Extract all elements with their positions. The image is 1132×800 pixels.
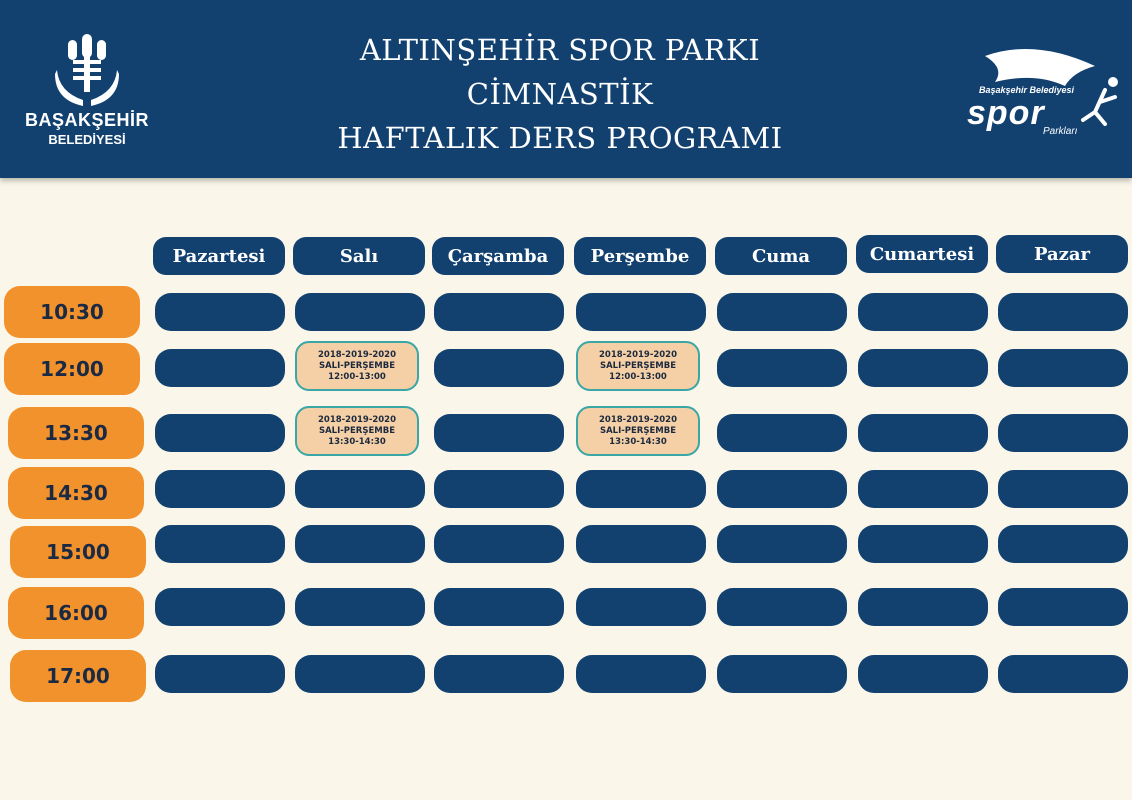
empty-slot: [998, 525, 1128, 563]
empty-slot: [295, 470, 425, 508]
day-header-3: Çarşamba: [432, 237, 564, 275]
day-header-6: Cumartesi: [856, 235, 988, 273]
empty-slot: [576, 655, 706, 693]
empty-slot: [717, 349, 847, 387]
empty-slot: [155, 470, 285, 508]
empty-slot: [717, 414, 847, 452]
class-card: [576, 341, 700, 391]
time-label-5: 15:00: [10, 526, 146, 578]
empty-slot: [858, 349, 988, 387]
empty-slot: [998, 414, 1128, 452]
empty-slot: [155, 293, 285, 331]
title-line-3: HAFTALIK DERS PROGRAMI: [337, 121, 783, 155]
empty-slot: [998, 349, 1128, 387]
empty-slot: [295, 525, 425, 563]
day-header-2: Salı: [293, 237, 425, 275]
time-label-2: 12:00: [4, 343, 140, 395]
empty-slot: [717, 525, 847, 563]
empty-slot: [155, 588, 285, 626]
time-label-7: 17:00: [10, 650, 146, 702]
basaksehir-logo: [12, 30, 162, 150]
class-card: [295, 406, 419, 456]
time-label-6: 16:00: [8, 587, 144, 639]
class-card: [295, 341, 419, 391]
title-line-1: ALTINŞEHİR SPOR PARKI: [359, 33, 761, 67]
empty-slot: [576, 525, 706, 563]
empty-slot: [295, 655, 425, 693]
empty-slot: [155, 655, 285, 693]
empty-slot: [998, 655, 1128, 693]
class-card-line-1: 2018-2019-2020: [317, 349, 397, 360]
empty-slot: [858, 588, 988, 626]
empty-slot: [434, 588, 564, 626]
empty-slot: [434, 349, 564, 387]
empty-slot: [858, 525, 988, 563]
empty-slot: [998, 293, 1128, 331]
day-header-7: Pazar: [996, 235, 1128, 273]
title-line-2: CİMNASTİK: [466, 77, 654, 111]
class-card-line-3: 13:30-14:30: [328, 436, 386, 447]
wheat-hands-icon: [55, 30, 119, 108]
class-card: [576, 406, 700, 456]
time-label-1: 10:30: [4, 286, 140, 338]
class-card-line-3: 12:00-13:00: [328, 371, 386, 382]
class-card-line-3: 13:30-14:30: [609, 436, 667, 447]
empty-slot: [295, 588, 425, 626]
time-label-4: 14:30: [8, 467, 144, 519]
day-header-5: Cuma: [715, 237, 847, 275]
empty-slot: [295, 293, 425, 331]
empty-slot: [998, 588, 1128, 626]
empty-slot: [155, 349, 285, 387]
empty-slot: [717, 655, 847, 693]
empty-slot: [576, 470, 706, 508]
empty-slot: [998, 470, 1128, 508]
class-card-line-2: SALI-PERŞEMBE: [599, 360, 677, 371]
right-logo-line3: Parkları: [1043, 126, 1078, 137]
right-logo-line1: Başakşehir Belediyesi: [979, 85, 1075, 95]
left-logo-line1: BAŞAKŞEHİR: [24, 110, 149, 130]
day-header-1: Pazartesi: [153, 237, 285, 275]
class-card-line-1: 2018-2019-2020: [598, 414, 678, 425]
class-card-line-1: 2018-2019-2020: [317, 414, 397, 425]
empty-slot: [155, 414, 285, 452]
empty-slot: [155, 525, 285, 563]
empty-slot: [576, 588, 706, 626]
empty-slot: [858, 655, 988, 693]
class-card-line-1: 2018-2019-2020: [598, 349, 678, 360]
time-label-3: 13:30: [8, 407, 144, 459]
empty-slot: [576, 293, 706, 331]
day-header-4: Perşembe: [574, 237, 706, 275]
page-title: [260, 28, 860, 160]
header-banner: [0, 0, 1132, 178]
class-card-line-2: SALI-PERŞEMBE: [599, 425, 677, 436]
left-logo-line2: BELEDİYESİ: [48, 132, 126, 147]
empty-slot: [858, 293, 988, 331]
empty-slot: [717, 470, 847, 508]
empty-slot: [434, 525, 564, 563]
right-logo-line2: spor: [967, 94, 1045, 132]
spor-parklari-logo: [955, 42, 1125, 142]
empty-slot: [717, 588, 847, 626]
class-card-line-2: SALI-PERŞEMBE: [318, 360, 396, 371]
empty-slot: [434, 414, 564, 452]
empty-slot: [717, 293, 847, 331]
empty-slot: [858, 470, 988, 508]
empty-slot: [434, 470, 564, 508]
class-card-line-2: SALI-PERŞEMBE: [318, 425, 396, 436]
empty-slot: [434, 293, 564, 331]
empty-slot: [434, 655, 564, 693]
empty-slot: [858, 414, 988, 452]
class-card-line-3: 12:00-13:00: [609, 371, 667, 382]
